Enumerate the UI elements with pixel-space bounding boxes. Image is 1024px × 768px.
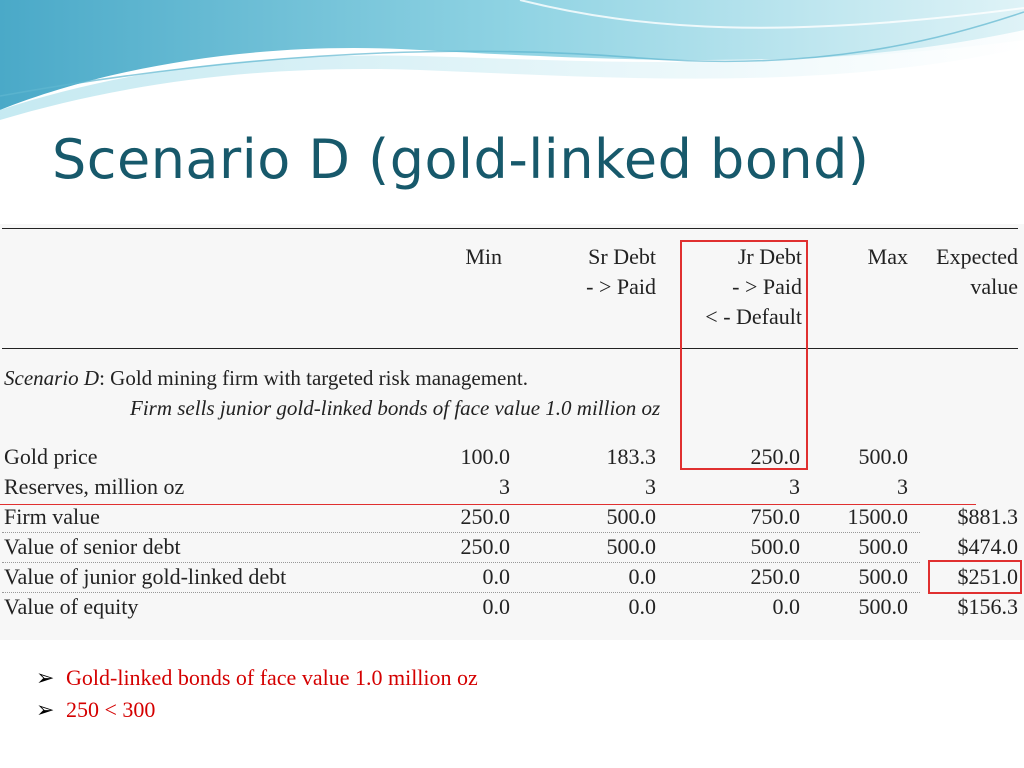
junior-debt-expected-highlight-box: [928, 560, 1022, 594]
scenario-table: [0, 224, 1024, 640]
table-top-rule: [2, 228, 1018, 229]
slide-title: Scenario D (gold-linked bond): [52, 128, 870, 191]
cell: 500.0: [858, 444, 908, 469]
cell: 3: [499, 474, 510, 499]
scenario-description-line1: [4, 366, 528, 391]
row-label-equity: Value of equity: [4, 594, 139, 619]
cell-expected: $156.3: [957, 594, 1018, 619]
bullet-item: [36, 662, 478, 694]
row-divider: [2, 562, 920, 563]
header-jr-debt: Jr Debt - > Paid < - Default: [705, 244, 802, 329]
bullet-list: [36, 662, 478, 726]
cell: 3: [789, 474, 800, 499]
jr-debt-highlight-box: [680, 240, 808, 470]
bullet-text: 250 < 300: [66, 697, 156, 722]
cell: 3: [645, 474, 656, 499]
cell: 500.0: [606, 504, 656, 529]
cell-expected: $251.0: [957, 564, 1018, 589]
cell-expected: $474.0: [957, 534, 1018, 559]
cell: 250.0: [750, 564, 800, 589]
scenario-text-1: : Gold mining firm with targeted risk management.: [99, 366, 528, 390]
header-min: Min: [465, 244, 502, 269]
cell: 0.0: [482, 564, 510, 589]
cell: 1500.0: [847, 504, 908, 529]
cell: 0.0: [772, 594, 800, 619]
cell: 0.0: [628, 594, 656, 619]
bullet-text: Gold-linked bonds of face value 1.0 million oz: [66, 665, 478, 690]
row-label-reserves: Reserves, million oz: [4, 474, 185, 499]
cell: 500.0: [858, 594, 908, 619]
cell: 3: [897, 474, 908, 499]
cell-expected: $881.3: [957, 504, 1018, 529]
cell: 500.0: [858, 534, 908, 559]
header-expected-value: Expected value: [936, 244, 1018, 299]
cell: 183.3: [606, 444, 656, 469]
scenario-name: Scenario D: [4, 366, 100, 390]
cell: 100.0: [460, 444, 510, 469]
cell: 250.0: [750, 444, 800, 469]
cell: 500.0: [750, 534, 800, 559]
cell: 250.0: [460, 534, 510, 559]
cell: 250.0: [460, 504, 510, 529]
cell: 500.0: [858, 564, 908, 589]
table-header-rule: [2, 348, 1018, 349]
row-divider: [2, 532, 920, 533]
header-wave-decoration: [0, 0, 1024, 120]
header-max: Max: [867, 244, 908, 269]
cell: 500.0: [606, 534, 656, 559]
scenario-description-line2: Firm sells junior gold-linked bonds of face value 1.0 million oz: [130, 396, 661, 420]
arrow-bullet-icon: ➢: [36, 697, 55, 722]
bullet-item: [36, 694, 478, 726]
row-label-firm-value: Firm value: [4, 504, 100, 529]
header-sr-debt: Sr Debt - > Paid: [586, 244, 656, 299]
cell: 0.0: [628, 564, 656, 589]
arrow-bullet-icon: ➢: [36, 665, 55, 690]
row-label-gold-price: Gold price: [4, 444, 98, 469]
cell: 0.0: [482, 594, 510, 619]
cell: 750.0: [750, 504, 800, 529]
row-label-senior-debt: Value of senior debt: [4, 534, 181, 559]
row-label-junior-debt: Value of junior gold-linked debt: [4, 564, 287, 589]
row-divider: [2, 592, 920, 593]
